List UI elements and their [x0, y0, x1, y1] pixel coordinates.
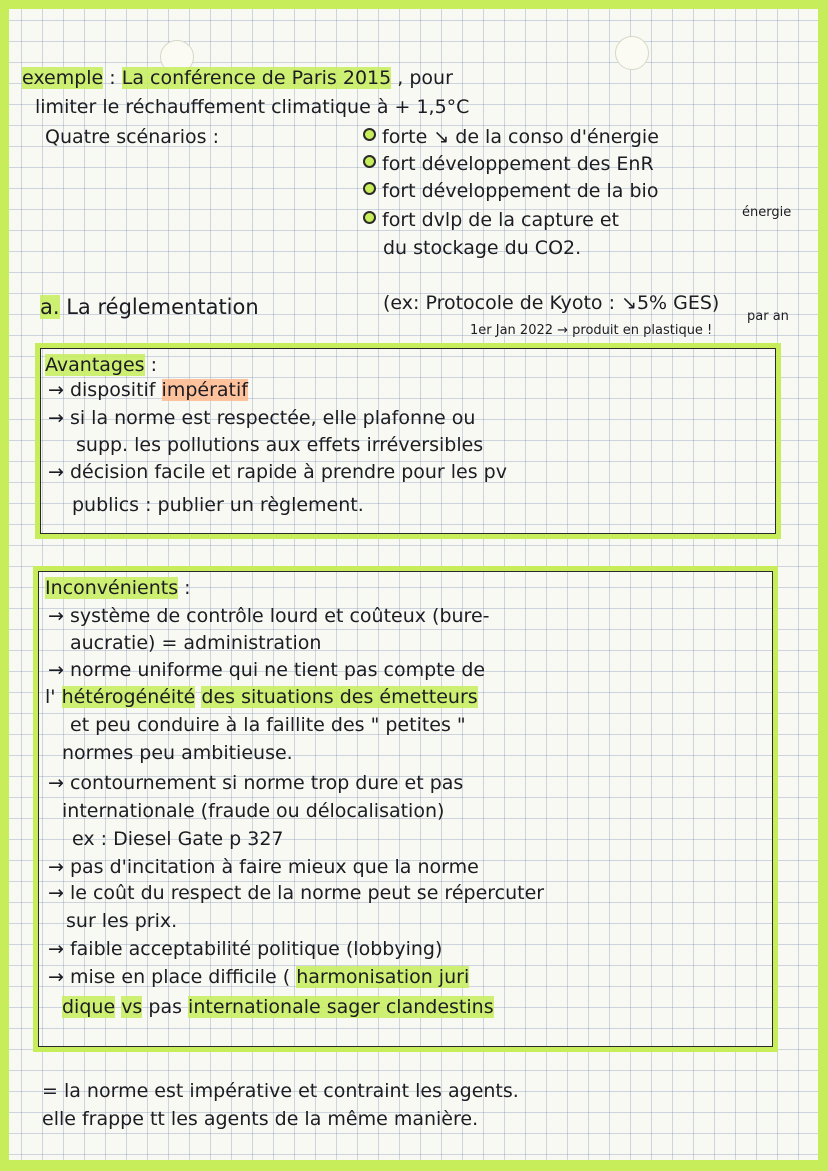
inc-line-14: → mise en place difficile ( harmonisation juri	[48, 966, 470, 988]
inc-line-2: aucratie) = administration	[70, 632, 322, 654]
bullet-icon	[363, 211, 376, 224]
inc-line-13: → faible acceptabilité politique (lobbying)	[48, 938, 443, 960]
inc-line-8: internationale (fraude ou délocalisation)	[62, 800, 445, 822]
conclusion-line-2: elle frappe tt les agents de la même manière.	[42, 1108, 479, 1130]
inc-line-7: → contournement si norme trop dure et pas	[48, 772, 464, 794]
advantages-item-2-cont: supp. les pollutions aux effets irréversibles	[76, 434, 484, 456]
inc-line-11: → le coût du respect de la norme peut se répercuter	[48, 882, 545, 904]
advantages-item-2: → si la norme est respectée, elle plafonne ou	[48, 407, 476, 429]
inc-line-3: → norme uniforme qui ne tient pas compte de	[48, 659, 486, 681]
scenario-1: forte ↘ de la conso d'énergie	[363, 126, 659, 148]
inc-line-10: → pas d'incitation à faire mieux que la norme	[48, 856, 479, 878]
inc-line-9: ex : Diesel Gate p 327	[72, 828, 284, 850]
inc-line-1: → système de contrôle lourd et coûteux (bure-	[48, 605, 490, 627]
inc-line-4: l' hétérogénéité des situations des émetteurs	[45, 686, 478, 708]
intro-line-1: exemple : La conférence de Paris 2015 , pour	[22, 67, 453, 89]
inc-line-15: dique vs pas internationale sager clandestins	[62, 996, 494, 1018]
scenarios-heading: Quatre scénarios :	[45, 126, 219, 148]
section-a-per-year: par an	[747, 309, 789, 324]
page-border-top	[0, 0, 828, 9]
example-label: exemple	[22, 67, 104, 89]
section-a-title: a. La réglementation	[40, 295, 259, 319]
inc-line-6: normes peu ambitieuse.	[62, 742, 293, 764]
bullet-icon	[363, 182, 376, 195]
scenario-2: fort développement des EnR	[363, 153, 654, 175]
bullet-icon	[363, 128, 376, 141]
section-a-note: 1er Jan 2022 → produit en plastique !	[470, 323, 713, 338]
inconvenients-title: Inconvénients :	[45, 577, 191, 599]
scenario-3-cont: énergie	[742, 205, 792, 220]
page-border-right	[818, 0, 828, 1171]
paris-conference: La conférence de Paris 2015	[121, 67, 392, 89]
advantages-title: Avantages :	[45, 354, 158, 376]
page-border-left	[0, 0, 9, 1171]
section-a-example: (ex: Protocole de Kyoto : ↘5% GES)	[383, 292, 720, 314]
punch-hole-right	[615, 36, 649, 70]
bullet-icon	[363, 155, 376, 168]
scenario-4: fort dvlp de la capture et	[363, 209, 619, 231]
advantages-item-3: → décision facile et rapide à prendre pour les pv	[48, 461, 507, 483]
conclusion-line-1: = la norme est impérative et contraint les agents.	[42, 1080, 519, 1102]
scenario-4-cont: du stockage du CO2.	[383, 237, 582, 259]
inc-line-12: sur les prix.	[66, 910, 178, 932]
intro-line-2: limiter le réchauffement climatique à + 1,5°C	[35, 96, 470, 118]
advantages-item-1: → dispositif impératif	[48, 379, 248, 401]
page-border-bottom	[0, 1160, 828, 1171]
inc-line-5: et peu conduire à la faillite des " petites "	[70, 714, 466, 736]
scenario-3: fort développement de la bio	[363, 180, 658, 202]
advantages-item-3-cont: publics : publier un règlement.	[72, 494, 364, 516]
